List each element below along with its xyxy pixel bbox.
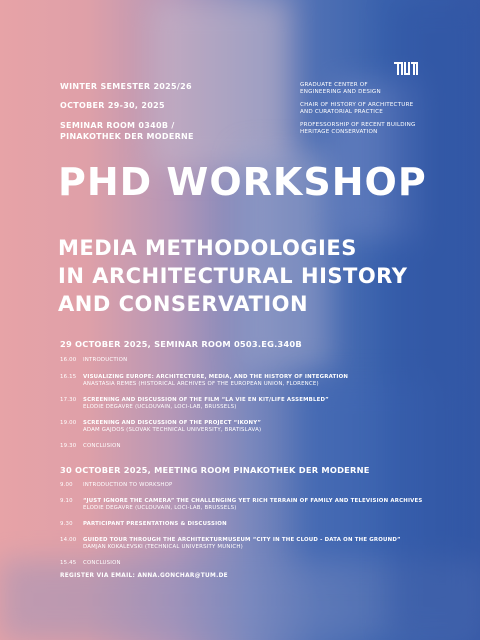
schedule-item: 9.00 INTRODUCTION TO WORKSHOP: [60, 482, 173, 488]
schedule-item: 16.15 VISUALIZING EUROPE: ARCHITECTURE, MEDIA, AND THE HISTORY OF INTEGRATION ANASTASIA REMES (HISTORICAL ARCHIVES OF THE EUROPEAN UNION, FLORENCE): [60, 374, 349, 387]
event-venue: SEMINAR ROOM 0340B / PINAKOTHEK DER MODERNE: [60, 121, 194, 141]
page-title: PHD WORKSHOP: [58, 160, 427, 204]
semester-label: WINTER SEMESTER 2025/26: [60, 82, 192, 91]
schedule-item: 17.30 SCREENING AND DISCUSSION OF THE FILM “LA VIE EN KIT/LIFE ASSEMBLED” ELODIE DEGAVRE (UCLOUVAIN, LOCI-LAB, BRUSSELS): [60, 397, 329, 410]
organizer-graduate-center: GRADUATE CENTER OF ENGINEERING AND DESIGN: [300, 82, 381, 96]
schedule-item: 19.30 CONCLUSION: [60, 443, 121, 449]
organizer-chair: CHAIR OF HISTORY OF ARCHITECTURE AND CURATORIAL PRACTICE: [300, 101, 414, 116]
event-info: [60, 82, 260, 151]
schedule-item: 16.00 INTRODUCTION: [60, 357, 128, 363]
organizer-professorship: PROFESSORSHIP OF RECENT BUILDING HERITAGE CONSERVATION: [300, 121, 416, 136]
schedule-item: 9.30 PARTICIPANT PRESENTATIONS & DISCUSSION: [60, 521, 227, 527]
event-dates: OCTOBER 29-30, 2025: [60, 101, 165, 110]
day1-schedule: [60, 357, 440, 450]
schedule-item: 14.00 GUIDED TOUR THROUGH THE ARCHITEKTURMUSEUM “CITY IN THE CLOUD - DATA ON THE GROUND” DAMJAN KOKALEVSKI (TECHNICAL UNIVERSITY MUNICH): [60, 537, 401, 550]
organizers: [300, 62, 440, 142]
page-subtitle: MEDIA METHODOLOGIES IN ARCHITECTURAL HISTORY AND CONSERVATION: [58, 236, 408, 316]
schedule-item: 9.10 “JUST IGNORE THE CAMERA” THE CHALLENGING YET RICH TERRAIN OF FAMILY AND TELEVISION ARCHIVES ELODIE DEGAVRE (UCLOUVAIN, LOCI-LAB, BRUSSELS): [60, 498, 423, 511]
register-email[interactable]: REGISTER VIA EMAIL: ANNA.GONCHAR@TUM.DE: [60, 573, 228, 579]
schedule-item: 19.00 SCREENING AND DISCUSSION OF THE PROJECT “IKONY” ADAM GAJDOS (SLOVAK TECHNICAL UNIVERSITY, BRATISLAVA): [60, 420, 262, 433]
day1-heading: 29 OCTOBER 2025, SEMINAR ROOM 0503.EG.340B: [60, 339, 302, 349]
schedule-item: 15.45 CONCLUSION: [60, 560, 121, 566]
day2-schedule: [60, 482, 440, 567]
day2-heading: 30 OCTOBER 2025, MEETING ROOM PINAKOTHEK DER MODERNE: [60, 465, 370, 475]
